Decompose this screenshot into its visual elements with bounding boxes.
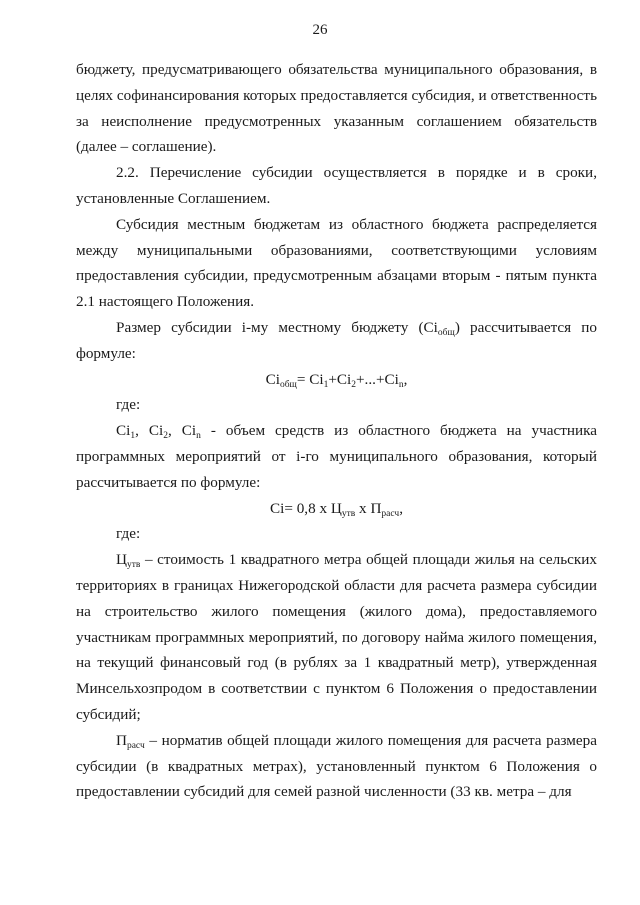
formula-ci	[76, 496, 597, 522]
paragraph-norm-definition	[76, 728, 597, 805]
paragraph-ci-definition	[76, 418, 597, 495]
norm-tail: – норматив общей площади жилого помещения для расчета размера субсидии (в квадратных метрах), установленный пунктом 6 Положения о предоставлении субсидий для семей разной численности (33 кв. метра – для	[76, 731, 597, 801]
ci-part: , Ci	[135, 422, 164, 440]
formula-total-part: ,	[403, 370, 408, 388]
paragraph-subsidy-distribution: Субсидия местным бюджетам из областного бюджета распределяется между муниципальными образованиями, соответствующими условиям предоставления субсидии, предусмотренным абзацами вторым - пятым пункта 2.1 настоящего Положения.	[76, 215, 597, 311]
paragraph-cost-definition	[76, 547, 597, 728]
formula-total-sub: общ	[279, 379, 297, 390]
formula-total	[76, 367, 597, 393]
paragraph-agreement: бюджету, предусматривающего обязательства муниципального образования, в целях софинансирования которых предоставляется субсидия, и ответственность за неисполнение предусмотренных указанным соглашением обязательств (далее – соглашение).	[76, 61, 597, 156]
formula-ci-part: ,	[399, 499, 403, 517]
formula-total-part: +...+Ci	[355, 370, 399, 388]
where-label: где:	[116, 525, 141, 543]
ci-sub: 1	[130, 431, 136, 442]
formula-total-part: = Ci	[296, 370, 324, 388]
size-tail: ) рассчитывается по формуле:	[76, 318, 598, 362]
formula-total-part: Ci	[265, 370, 280, 388]
ci-sub: n	[196, 431, 201, 442]
size-sub: общ	[437, 327, 455, 338]
where-label: где:	[116, 396, 141, 414]
cost-sub: утв	[126, 560, 141, 571]
ci-part: Ci	[116, 422, 131, 440]
formula-total-part: +Ci	[328, 370, 352, 388]
norm-sub: расч	[126, 740, 145, 751]
paragraph-2-2: 2.2. Перечисление субсидии осуществляется в порядке и в сроки, установленные Соглашением.	[76, 164, 597, 207]
formula-ci-part: х П	[355, 499, 382, 517]
norm-symbol: П	[116, 731, 127, 749]
formula-total-sub: n	[398, 379, 404, 390]
ci-part: , Ci	[168, 422, 197, 440]
cost-symbol: Ц	[116, 551, 127, 569]
document-body	[76, 57, 597, 805]
formula-total-sub: 1	[323, 379, 329, 390]
formula-ci-sub: расч	[381, 508, 400, 519]
paragraph-subsidy-size	[76, 315, 597, 367]
ci-tail: - объем средств из областного бюджета на участника программных мероприятий от i-го муниципального образования, который рассчитывается по формуле:	[76, 422, 598, 491]
size-text: Размер субсидии i-му местному бюджету (Ci	[116, 318, 438, 336]
formula-ci-sub: утв	[341, 508, 356, 519]
cost-tail: – стоимость 1 квадратного метра общей площади жилья на сельских территориях в границах Нижегородской области для расчета размера субсидии на строительство жилого помещения (жилого дома), предоставляемого участникам программных мероприятий, по договору найма жилого помещения, на текущий финансовый год (в рублях за 1 квадратный метр), утвержденная Минсельхозпродом в соответствии с пунктом 6 Положения о предоставлении субсидий;	[76, 551, 597, 723]
ci-sub: 2	[163, 431, 168, 442]
page-number: 26	[312, 22, 328, 38]
formula-total-sub: 2	[351, 379, 356, 390]
formula-ci-part: Ci= 0,8 х Ц	[270, 499, 342, 517]
